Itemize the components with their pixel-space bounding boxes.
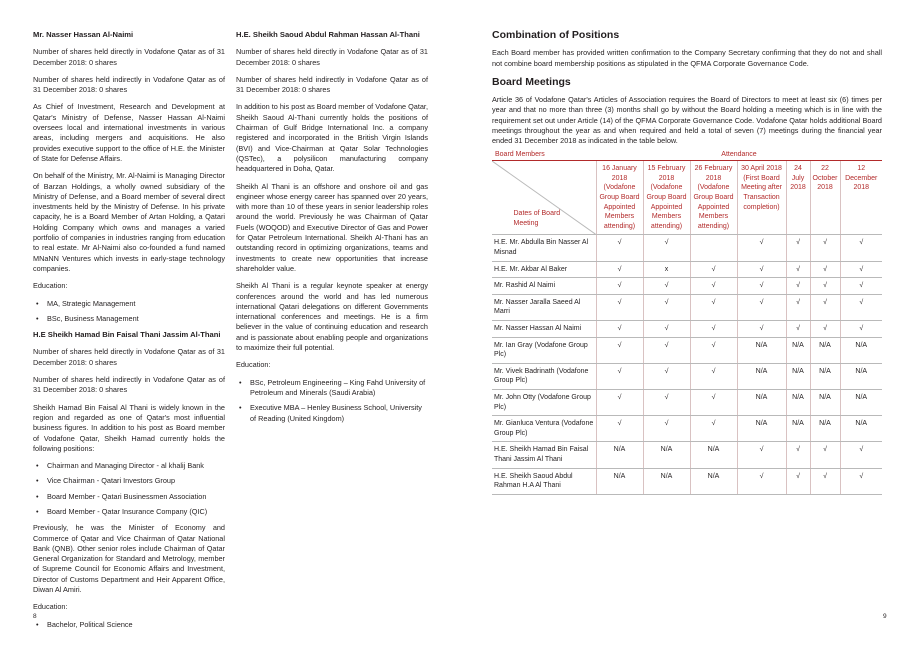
hamad-positions-list	[33, 461, 225, 517]
board-member-name: Mr. Vivek Badrinath (Vodafone Group Plc)	[492, 363, 596, 389]
table-row	[492, 278, 882, 295]
board-member-name: H.E. Mr. Akbar Al Baker	[492, 261, 596, 278]
table-row	[492, 389, 882, 415]
attendance-mark: √	[786, 468, 810, 494]
table-row	[492, 442, 882, 468]
saoud-bio-1: In addition to his post as Board member of Vodafone Qatar, Sheikh Saoud Al-Thani currently holds the positions of Chairman of Gulf Bridge International Inc. a company registered and incorporated in the British Virgin Islands (BVI) and Vice-Chairman at Qatar Solar Technologies (QSTec), a polysilicon manufacturing company headquartered in Doha, Qatar.	[236, 102, 428, 174]
dates-label: Dates of Board Meeting	[513, 210, 561, 227]
page-number-right: 9	[883, 613, 887, 620]
meeting-date-header: 30 April 2018 (First Board Meeting after Transaction completion)	[737, 161, 786, 235]
attendance-mark: √	[596, 235, 643, 261]
attendance-mark: √	[690, 337, 737, 363]
left-column-1	[33, 30, 225, 636]
attendance-mark: √	[737, 294, 786, 320]
attendance-mark: √	[596, 363, 643, 389]
attendance-mark: √	[690, 278, 737, 295]
attendance-mark: N/A	[737, 389, 786, 415]
saoud-heading: H.E. Sheikh Saoud Abdul Rahman Hassan Al-Thani	[236, 30, 420, 39]
attendance-mark: √	[810, 320, 840, 337]
hamad-indirect-shares: Number of shares held indirectly in Vodafone Qatar as of 31 December 2018: 0 shares	[33, 375, 225, 395]
attendance-mark: N/A	[737, 337, 786, 363]
attendance-mark: N/A	[596, 442, 643, 468]
list-item: • Board Member - Qatar Insurance Company (QIC)	[33, 507, 225, 517]
attendance-mark: √	[737, 278, 786, 295]
attendance-mark: N/A	[786, 416, 810, 442]
hamad-bio-1: Sheikh Hamad Bin Faisal Al Thani is widely known in the region and regarded as one of Qatar's most influential business figures. In addition to his post as Board member of Vodafone Qatar, Sheikh Hamad currently holds the following positions:	[33, 402, 225, 453]
board-member-name: Mr. Rashid Al Naimi	[492, 278, 596, 295]
meeting-date-header: 12 December 2018	[840, 161, 882, 235]
attendance-mark: √	[690, 363, 737, 389]
combination-heading: Combination of Positions	[492, 29, 620, 41]
naimi-education-list	[33, 299, 225, 325]
board-member-name: Mr. Nasser Hassan Al Naimi	[492, 320, 596, 337]
list-item: • Executive MBA – Henley Business School, University of Reading (United Kingdom)	[236, 403, 428, 424]
attendance-mark: √	[596, 416, 643, 442]
attendance-mark: N/A	[810, 416, 840, 442]
meetings-text: Article 36 of Vodafone Qatar's Articles of Association requires the Board of Directors to meet at least six (6) times per year and that no more than three (3) months shall go by without the Board holding a meeting which is in line with the requirement set out under Article (14) of the QFMA Corporate Governance Code. Vodafone Qatar holds additional Board meetings throughout the year as and when required and held a total of seven (7) meetings during the financial year ended 31 December 2018 as indicated in the table below.	[492, 95, 882, 146]
hamad-direct-shares: Number of shares held directly in Vodafone Qatar as of 31 December 2018: 0 shares	[33, 347, 225, 367]
attendance-mark: N/A	[810, 389, 840, 415]
attendance-mark: √	[596, 294, 643, 320]
hamad-heading: H.E Sheikh Hamad Bin Faisal Thani Jassim Al-Thani	[33, 330, 221, 340]
dates-diagonal-cell	[492, 161, 596, 235]
attendance-mark: N/A	[840, 389, 882, 415]
attendance-mark: √	[737, 235, 786, 261]
attendance-mark: √	[786, 442, 810, 468]
attendance-mark: N/A	[737, 363, 786, 389]
attendance-mark: N/A	[840, 337, 882, 363]
naimi-education-label: Education:	[33, 281, 68, 291]
saoud-education-list	[236, 378, 428, 424]
attendance-mark: N/A	[690, 442, 737, 468]
meeting-date-header: 26 February 2018 (Vodafone Group Board Appointed Members attending)	[690, 161, 737, 235]
attendance-mark: √	[737, 468, 786, 494]
attendance-mark: √	[810, 278, 840, 295]
attendance-header: Attendance	[596, 149, 882, 161]
attendance-mark: √	[840, 261, 882, 278]
saoud-indirect-shares: Number of shares held indirectly in Vodafone Qatar as of 31 December 2018: 0 shares	[236, 74, 428, 95]
attendance-mark: √	[643, 294, 690, 320]
attendance-mark: √	[786, 261, 810, 278]
attendance-mark: √	[643, 320, 690, 337]
attendance-mark: √	[810, 261, 840, 278]
table-row	[492, 294, 882, 320]
list-item: • Chairman and Managing Director - al khalij Bank	[33, 461, 225, 471]
meeting-date-header: 24 July 2018	[786, 161, 810, 235]
meeting-date-header: 22 October 2018	[810, 161, 840, 235]
right-column	[492, 30, 882, 495]
naimi-heading: Mr. Nasser Hassan Al-Naimi	[33, 30, 134, 39]
attendance-mark: N/A	[786, 337, 810, 363]
attendance-mark: √	[840, 468, 882, 494]
attendance-mark: √	[840, 235, 882, 261]
saoud-education-label: Education:	[236, 360, 271, 370]
table-row	[492, 363, 882, 389]
board-member-name: H.E. Sheikh Saoud Abdul Rahman H.A Al Thani	[492, 468, 596, 494]
meeting-date-header: 15 February 2018 (Vodafone Group Board Appointed Members attending)	[643, 161, 690, 235]
table-row	[492, 235, 882, 261]
attendance-mark: √	[643, 389, 690, 415]
naimi-bio-2: On behalf of the Ministry, Mr. Al-Naimi is Managing Director of Barzan Holdings, a wholly owned subsidiary of the Ministry of Defense, and a Board member of several direct investments held by the Ministry of Defense. In his private capacity, he is a Board Member of Artan Holding, a Qatari Holding Company which owns and manages a varied portfolio of companies in industries ranging from education to real estate. Mr Al-Naimi also co-founded a fund named MNaNN Ventures which invests in early-stage technology companies.	[33, 171, 225, 273]
list-item: • BSc, Business Management	[33, 314, 225, 324]
attendance-table-body	[492, 235, 882, 494]
attendance-mark: √	[810, 468, 840, 494]
board-member-name: Mr. John Otty (Vodafone Group Plc)	[492, 389, 596, 415]
table-row	[492, 320, 882, 337]
attendance-mark: √	[840, 294, 882, 320]
attendance-mark: √	[786, 278, 810, 295]
attendance-mark: √	[643, 278, 690, 295]
list-item: • Vice Chairman - Qatari Investors Group	[33, 476, 225, 486]
board-member-name: Mr. Nasser Jaralla Saeed Al Marri	[492, 294, 596, 320]
attendance-mark: √	[596, 337, 643, 363]
naimi-indirect-shares: Number of shares held indirectly in Vodafone Qatar as of 31 December 2018: 0 shares	[33, 74, 225, 95]
attendance-mark: N/A	[840, 416, 882, 442]
hamad-education-list	[33, 620, 225, 630]
table-row	[492, 468, 882, 494]
attendance-mark: √	[690, 261, 737, 278]
attendance-mark	[690, 235, 737, 261]
attendance-mark: √	[737, 261, 786, 278]
attendance-mark: √	[690, 416, 737, 442]
attendance-mark: √	[596, 278, 643, 295]
board-member-name: Mr. Ian Gray (Vodafone Group Plc)	[492, 337, 596, 363]
attendance-mark: √	[810, 442, 840, 468]
attendance-table	[492, 149, 882, 495]
attendance-mark: √	[690, 320, 737, 337]
attendance-mark: N/A	[690, 468, 737, 494]
attendance-mark: √	[786, 294, 810, 320]
board-member-name: H.E. Mr. Abdulla Bin Nasser Al Misnad	[492, 235, 596, 261]
attendance-mark: N/A	[840, 363, 882, 389]
hamad-bio-2: Previously, he was the Minister of Economy and Commerce of Qatar and Vice Chairman of Qatar National Bank (QNB). Other senior roles include Chairman of Qatar General Organization for Standard and Metrology, member of Supreme Council for Economic Affairs and Investment, Director of Customs Department and Heir Apparent Office, Diwan Al Amiri.	[33, 523, 225, 595]
board-members-header: Board Members	[492, 149, 596, 161]
attendance-mark: x	[643, 261, 690, 278]
combination-text: Each Board member has provided written confirmation to the Company Secretary confirming that they do not and shall not combine board membership positions as stipulated in the QFMA Corporate Governance Code.	[492, 48, 882, 68]
attendance-mark: N/A	[810, 363, 840, 389]
saoud-bio-2: Sheikh Al Thani is an offshore and onshore oil and gas engineer whose energy career has spanned over 20 years, with more than 10 of these years in senior leadership roles around the world. Previously he was Chairman of Qatar Fuels (WOQOD) and Executive Director of Gas and Power for Qatar Petroleum International. Sheikh Al-Thani has an outstanding record in optimizing organizations, teams and investments to create new opportunities that increase shareholder value.	[236, 181, 428, 273]
saoud-bio-3: Sheikh Al Thani is a regular keynote speaker at energy conferences around the world and has led numerous international Qatari delegations on different Governments international conferences and meetings. He is a firm believer in the value of continuing education and research and is passionate about enabling people and organizations to maximize their full potential.	[236, 281, 428, 353]
attendance-mark: N/A	[596, 468, 643, 494]
attendance-mark: √	[840, 442, 882, 468]
attendance-mark: √	[690, 389, 737, 415]
table-row	[492, 416, 882, 442]
list-item: • Board Member - Qatari Businessmen Association	[33, 492, 225, 502]
board-member-name: Mr. Gianluca Ventura (Vodafone Group Plc)	[492, 416, 596, 442]
attendance-mark: √	[786, 235, 810, 261]
meetings-heading: Board Meetings	[492, 75, 571, 88]
attendance-mark: √	[643, 235, 690, 261]
attendance-mark: √	[786, 320, 810, 337]
attendance-mark: √	[643, 337, 690, 363]
attendance-mark: N/A	[737, 416, 786, 442]
attendance-mark: N/A	[643, 468, 690, 494]
left-column-2	[236, 30, 428, 430]
attendance-mark: N/A	[786, 363, 810, 389]
attendance-mark: √	[737, 442, 786, 468]
list-item: • MA, Strategic Management	[33, 299, 225, 309]
attendance-mark: √	[643, 363, 690, 389]
naimi-direct-shares: Number of shares held directly in Vodafone Qatar as of 31 December 2018: 0 shares	[33, 47, 225, 67]
board-member-name: H.E. Sheikh Hamad Bin Faisal Thani Jassim Al Thani	[492, 442, 596, 468]
naimi-bio-1: As Chief of Investment, Research and Development at Qatar's Ministry of Defense, Nasser Hassan Al-Naimi oversees local and international investments in various areas, including mergers and acquisitions. He also provides executive support to the office of H.E. the Minister of State for Defense Affairs.	[33, 102, 225, 163]
list-item: • Bachelor, Political Science	[33, 620, 225, 630]
saoud-direct-shares: Number of shares held directly in Vodafone Qatar as of 31 December 2018: 0 shares	[236, 47, 428, 67]
table-row	[492, 261, 882, 278]
attendance-mark: √	[810, 235, 840, 261]
attendance-mark: √	[810, 294, 840, 320]
attendance-mark: N/A	[786, 389, 810, 415]
meeting-date-header: 16 January 2018 (Vodafone Group Board Appointed Members attending)	[596, 161, 643, 235]
hamad-education-label: Education:	[33, 602, 68, 612]
attendance-mark: √	[596, 261, 643, 278]
attendance-mark: √	[840, 320, 882, 337]
attendance-mark: √	[737, 320, 786, 337]
attendance-mark: √	[643, 416, 690, 442]
attendance-mark: N/A	[643, 442, 690, 468]
attendance-mark: √	[690, 294, 737, 320]
attendance-mark: √	[596, 389, 643, 415]
attendance-mark: N/A	[810, 337, 840, 363]
attendance-mark: √	[596, 320, 643, 337]
page-number-left: 8	[33, 613, 37, 620]
table-row	[492, 337, 882, 363]
attendance-mark: √	[840, 278, 882, 295]
list-item: • BSc, Petroleum Engineering – King Fahd University of Petroleum and Minerals (Saudi Arabia)	[236, 378, 428, 399]
